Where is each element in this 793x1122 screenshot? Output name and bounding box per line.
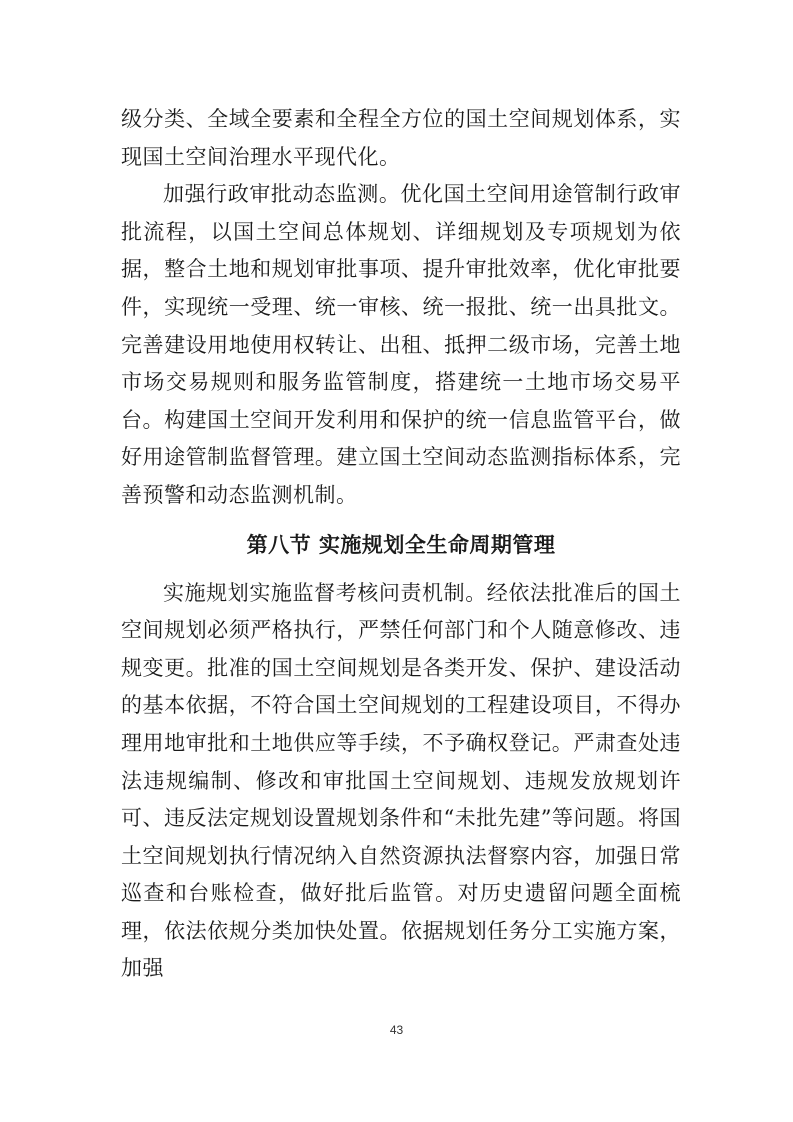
paragraph-approval-monitoring: 加强行政审批动态监测。优化国土空间用途管制行政审批流程，以国土空间总体规划、详细规划及专项规划为依据，整合土地和规划审批事项、提升审批效率，优化审批要件，实现统一受理、统一审核、统一报批、统一出具批文。完善建设用地使用权转让、出租、抵押二级市场，完善土地市场交易规则和服务监管制度，搭建统一土地市场交易平台。构建国土空间开发利用和保护的统一信息监管平台，做好用途管制监督管理。建立国土空间动态监测指标体系，完善预警和动态监测机制。 [121,182,681,507]
page-number: 43 [389,1023,404,1037]
paragraph-continuation: 级分类、全域全要素和全程全方位的国土空间规划体系，实现国土空间治理水平现代化。 [121,107,681,169]
section-heading: 第八节 实施规划全生命周期管理 [246,532,556,557]
paragraph-supervision-accountability: 实施规划实施监督考核问责机制。经依法批准后的国土空间规划必须严格执行，严禁任何部门和个人随意修改、违规变更。批准的国土空间规划是各类开发、保护、建设活动的基本依据，不符合国土空间规划的工程建设项目，不得办理用地审批和土地供应等手续，不予确权登记。严肃查处违法违规编制、修改和审批国土空间规划、违规发放规划许可、违反法定规划设置规划条件和“未批先建”等问题。将国土空间规划执行情况纳入自然资源执法督察内容，加强日常巡查和台账检查，做好批后监管。对历史遗留问题全面梳理，依法依规分类加快处置。依据规划任务分工实施方案，加强 [121,580,681,981]
page-body [121,101,681,988]
